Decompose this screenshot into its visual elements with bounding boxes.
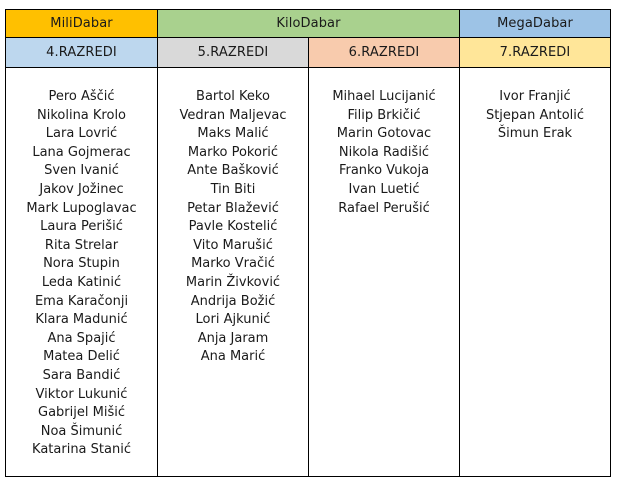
student-name: Jakov Jožinec bbox=[39, 181, 124, 197]
student-name: Lana Gojmerac bbox=[32, 144, 131, 160]
student-name: Šimun Erak bbox=[497, 126, 573, 142]
student-name: Stjepan Antolić bbox=[485, 107, 585, 123]
student-name: Franko Vukoja bbox=[338, 163, 430, 179]
student-name: Marko Pokorić bbox=[187, 144, 279, 160]
student-name: Nikolina Krolo bbox=[36, 107, 127, 123]
student-name: Pero Aščić bbox=[48, 89, 115, 104]
names-column-grade-5 bbox=[158, 68, 309, 476]
student-name: Nora Stupin bbox=[43, 256, 120, 272]
grade-header-6: 6.RAZREDI bbox=[309, 38, 460, 68]
student-name: Viktor Lukunić bbox=[35, 386, 128, 402]
student-name: Ante Bašković bbox=[187, 163, 279, 179]
student-name: Andrija Božić bbox=[190, 293, 276, 309]
student-name: Rafael Perušić bbox=[338, 200, 430, 216]
student-name: Petar Blažević bbox=[187, 200, 279, 216]
student-name: Laura Perišić bbox=[40, 219, 123, 235]
names-column-grade-7 bbox=[460, 68, 610, 476]
grade-header-5: 5.RAZREDI bbox=[158, 38, 309, 68]
student-name: Rita Strelar bbox=[44, 237, 119, 253]
student-name: Gabrijel Mišić bbox=[38, 405, 125, 421]
group-header-kilo: KiloDabar bbox=[158, 10, 460, 38]
names-list-grade-4 bbox=[6, 88, 157, 460]
student-name: Ana Spajić bbox=[47, 330, 116, 346]
student-name: Lori Ajkunić bbox=[195, 312, 271, 328]
student-name: Marin Živković bbox=[185, 274, 281, 290]
student-name: Maks Malić bbox=[197, 126, 269, 142]
student-name: Pavle Kostelić bbox=[188, 219, 278, 235]
names-list-grade-7 bbox=[460, 88, 610, 144]
student-name: Vedran Maljevac bbox=[179, 107, 287, 123]
student-name: Ivan Luetić bbox=[348, 181, 420, 197]
student-name: Ana Marić bbox=[200, 349, 266, 365]
names-list-grade-6 bbox=[309, 88, 459, 218]
student-name: Matea Delić bbox=[43, 349, 120, 365]
names-column-grade-4 bbox=[6, 68, 158, 476]
student-name: Bartol Keko bbox=[196, 89, 270, 104]
group-header-mili: MiliDabar bbox=[6, 10, 158, 38]
student-name: Leda Katinić bbox=[41, 274, 122, 290]
student-name: Ema Karačonji bbox=[34, 293, 129, 309]
student-name: Sven Ivanić bbox=[44, 163, 119, 179]
student-name: Mihael Lucijanić bbox=[332, 89, 436, 104]
student-name: Mark Lupoglavac bbox=[26, 200, 137, 216]
student-name: Vito Marušić bbox=[193, 237, 273, 253]
student-name: Marko Vračić bbox=[191, 256, 275, 272]
student-name: Ivor Franjić bbox=[499, 89, 571, 104]
student-name: Filip Brkičić bbox=[347, 107, 421, 123]
student-name: Nikola Radišić bbox=[338, 144, 430, 160]
grade-header-7: 7.RAZREDI bbox=[460, 38, 610, 68]
grade-header-4: 4.RAZREDI bbox=[6, 38, 158, 68]
competition-table bbox=[5, 9, 611, 477]
names-list-grade-5 bbox=[158, 88, 308, 367]
student-name: Anja Jaram bbox=[197, 330, 269, 346]
student-name: Tin Biti bbox=[210, 181, 256, 197]
student-name: Noa Šimunić bbox=[40, 423, 123, 439]
names-column-grade-6 bbox=[309, 68, 460, 476]
student-name: Katarina Stanić bbox=[32, 442, 131, 458]
group-header-mega: MegaDabar bbox=[460, 10, 610, 38]
student-name: Lara Lovrić bbox=[45, 126, 118, 142]
student-name: Klara Madunić bbox=[35, 312, 128, 328]
student-name: Marin Gotovac bbox=[336, 126, 432, 142]
student-name: Sara Bandić bbox=[42, 367, 121, 383]
